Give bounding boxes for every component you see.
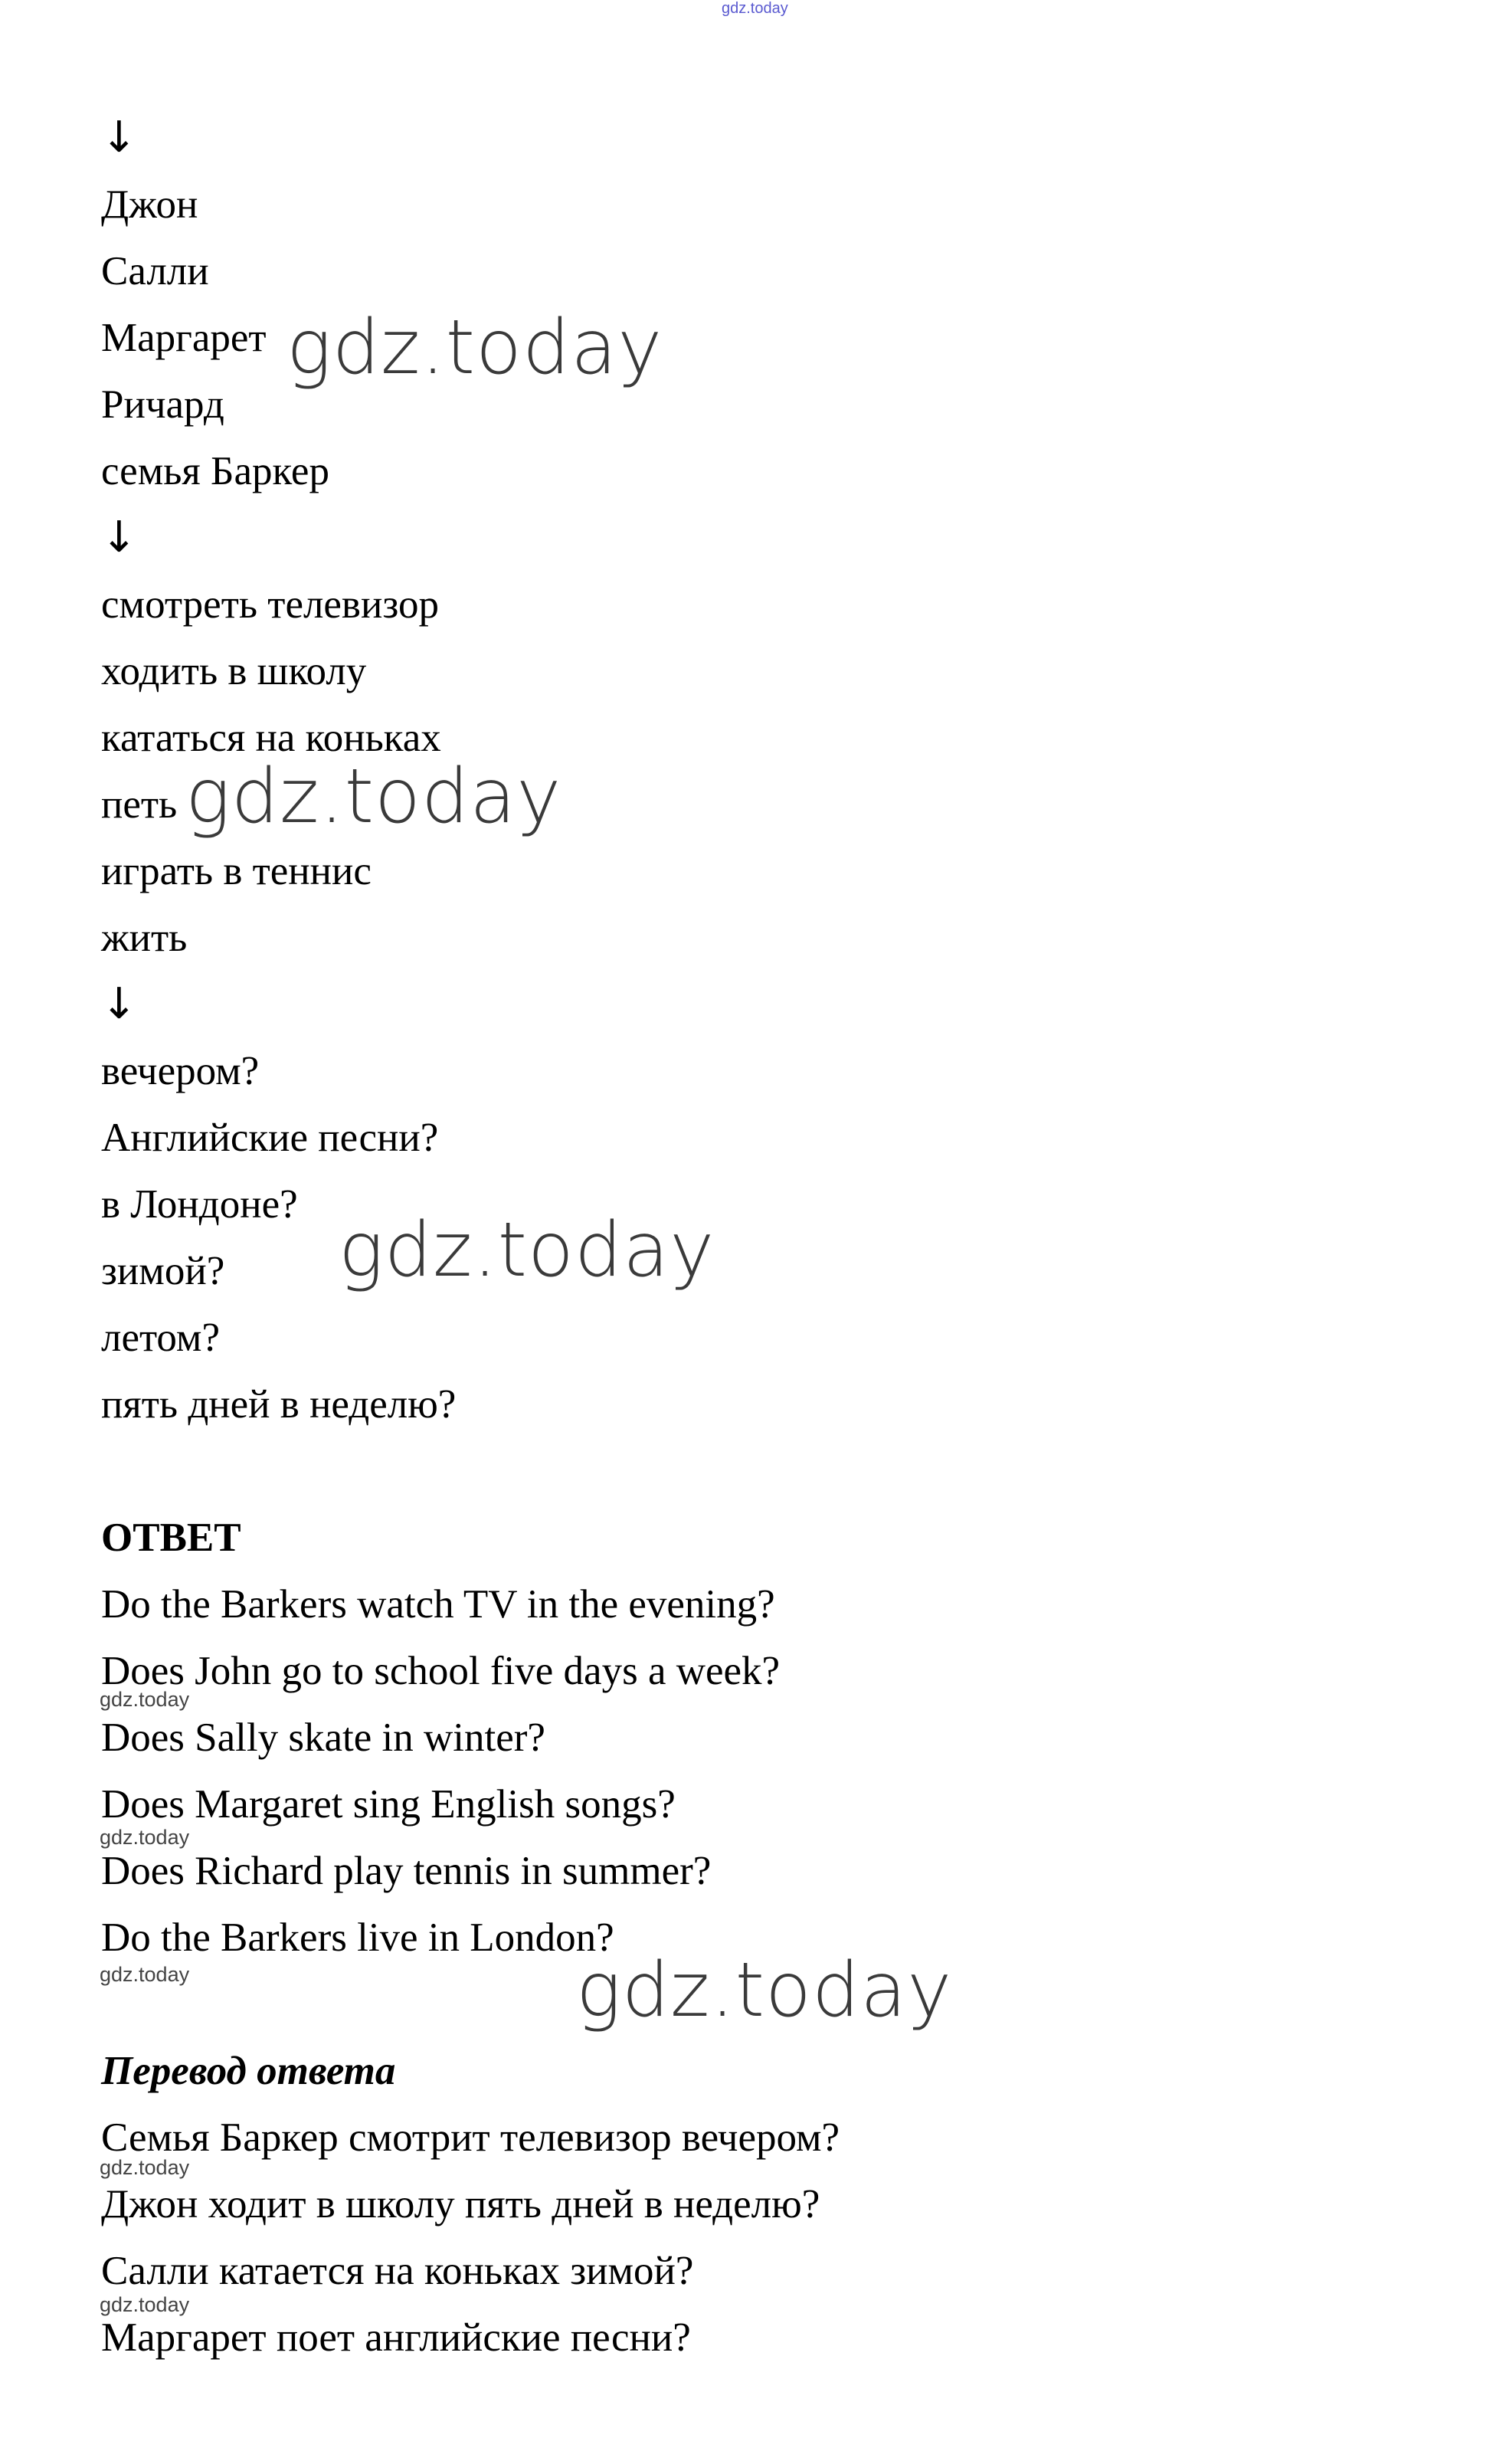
answer-line: Do the Barkers watch TV in the evening? — [101, 1582, 775, 1627]
watermark-small: gdz.today — [100, 1963, 190, 1986]
subject-item: семья Баркер — [101, 449, 329, 493]
translation-heading: Перевод ответа — [101, 2049, 396, 2093]
subject-item: Джон — [101, 182, 198, 227]
answer-line: Does Richard play tennis in summer? — [101, 1849, 712, 1893]
translation-line: Джон ходит в школу пять дней в неделю? — [101, 2182, 820, 2226]
arrow-down-icon: ↓ — [101, 979, 137, 1029]
object-item: в Лондоне? — [101, 1182, 298, 1227]
translation-line: Семья Баркер смотрит телевизор вечером? — [101, 2115, 840, 2160]
watermark-large: gdz.today — [339, 1207, 715, 1294]
object-item: летом? — [101, 1316, 220, 1360]
answer-heading: ОТВЕТ — [101, 1515, 241, 1560]
watermark-top: gdz.today — [722, 0, 788, 17]
watermark-large: gdz.today — [185, 753, 562, 840]
subject-item: Маргарет — [101, 316, 267, 360]
verb-item: петь — [101, 782, 178, 827]
object-item: Английские песни? — [101, 1116, 439, 1160]
verb-item: жить — [101, 916, 188, 960]
subject-item: Салли — [101, 249, 209, 293]
answer-line: Does Margaret sing English songs? — [101, 1782, 676, 1827]
watermark-small: gdz.today — [100, 1688, 190, 1711]
verb-item: смотреть телевизор — [101, 582, 439, 627]
watermark-large: gdz.today — [576, 1947, 953, 2034]
verb-item: ходить в школу — [101, 649, 367, 693]
answer-line: Do the Barkers live in London? — [101, 1915, 614, 1960]
arrow-down-icon: ↓ — [101, 513, 137, 562]
verb-item: кататься на коньках — [101, 716, 441, 760]
verb-item: играть в теннис — [101, 849, 372, 893]
object-item: пять дней в неделю? — [101, 1382, 457, 1427]
watermark-large: gdz.today — [286, 304, 663, 392]
object-item: вечером? — [101, 1049, 260, 1093]
translation-line: Маргарет поет английские песни? — [101, 2315, 691, 2360]
subject-item: Ричард — [101, 382, 224, 427]
translation-line: Салли катается на коньках зимой? — [101, 2249, 694, 2293]
arrow-down-icon: ↓ — [101, 113, 137, 162]
answer-line: Does John go to school five days a week? — [101, 1649, 781, 1693]
watermark-small: gdz.today — [100, 2156, 190, 2179]
watermark-small: gdz.today — [100, 1826, 190, 1849]
object-item: зимой? — [101, 1249, 225, 1293]
answer-line: Does Sally skate in winter? — [101, 1715, 545, 1760]
watermark-small: gdz.today — [100, 2293, 190, 2316]
